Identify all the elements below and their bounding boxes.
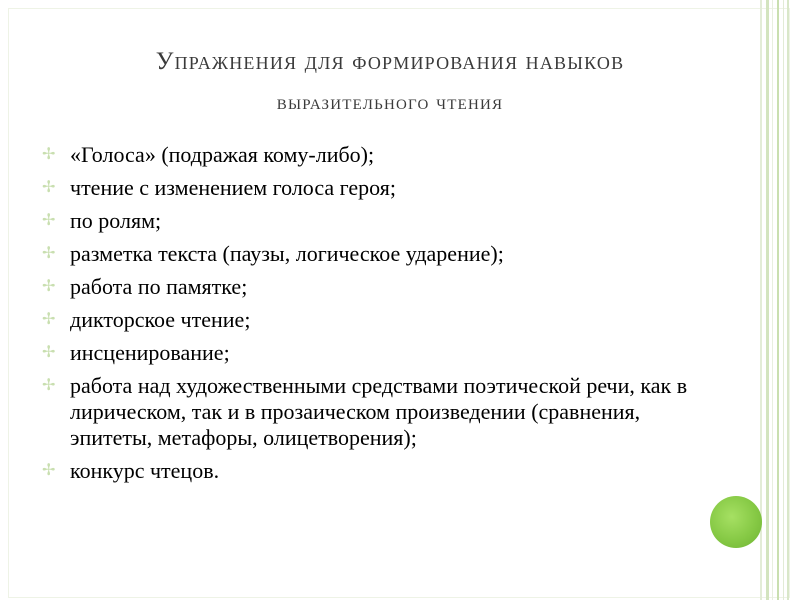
slide-title-line-2: выразительного чтения: [276, 89, 504, 114]
green-cross-bullet-icon: ✢: [42, 377, 56, 394]
list-item-text: дикторское чтение;: [70, 307, 251, 332]
green-cross-bullet-icon: ✢: [42, 311, 56, 328]
list-item: [42, 373, 702, 451]
decorative-stripe: [772, 0, 773, 600]
list-item-text: инсценирование;: [70, 340, 230, 365]
green-circle-icon: [710, 496, 762, 548]
list-item: [42, 458, 702, 484]
list-item-text: «Голоса» (подражая кому-либо);: [70, 142, 375, 167]
green-cross-bullet-icon: ✢: [42, 462, 56, 479]
list-item-text: разметка текста (паузы, логическое ударение);: [70, 241, 504, 266]
green-cross-bullet-icon: ✢: [42, 344, 56, 361]
green-cross-bullet-icon: ✢: [42, 212, 56, 229]
list-item: [42, 274, 702, 300]
list-item-text: работа над художественными средствами поэтической речи, как в лирическом, так и в прозаическом произведении (сравнения, эпитеты, метафоры, олицетворения);: [70, 373, 688, 450]
green-cross-bullet-icon: ✢: [42, 245, 56, 262]
list-item: [42, 175, 702, 201]
slide-title-line-1: Упражнения для формирования навыков: [155, 48, 625, 75]
list-item: [42, 340, 702, 366]
green-cross-bullet-icon: ✢: [42, 278, 56, 295]
decorative-stripe: [777, 0, 779, 600]
list-item: [42, 142, 702, 168]
list-item-text: конкурс чтецов.: [70, 458, 220, 483]
decorative-stripe: [760, 0, 762, 600]
list-item-text: чтение с изменением голоса героя;: [70, 175, 396, 200]
decorative-stripe: [787, 0, 789, 600]
green-cross-bullet-icon: ✢: [42, 179, 56, 196]
green-cross-bullet-icon: ✢: [42, 146, 56, 163]
list-item: [42, 241, 702, 267]
decorative-stripe: [766, 0, 769, 600]
list-item: [42, 307, 702, 333]
bullet-list: [42, 142, 702, 491]
list-item-text: работа по памятке;: [70, 274, 248, 299]
list-item-text: по ролям;: [70, 208, 162, 233]
list-item: [42, 208, 702, 234]
slide-title: [40, 42, 740, 122]
decorative-stripe: [783, 0, 784, 600]
